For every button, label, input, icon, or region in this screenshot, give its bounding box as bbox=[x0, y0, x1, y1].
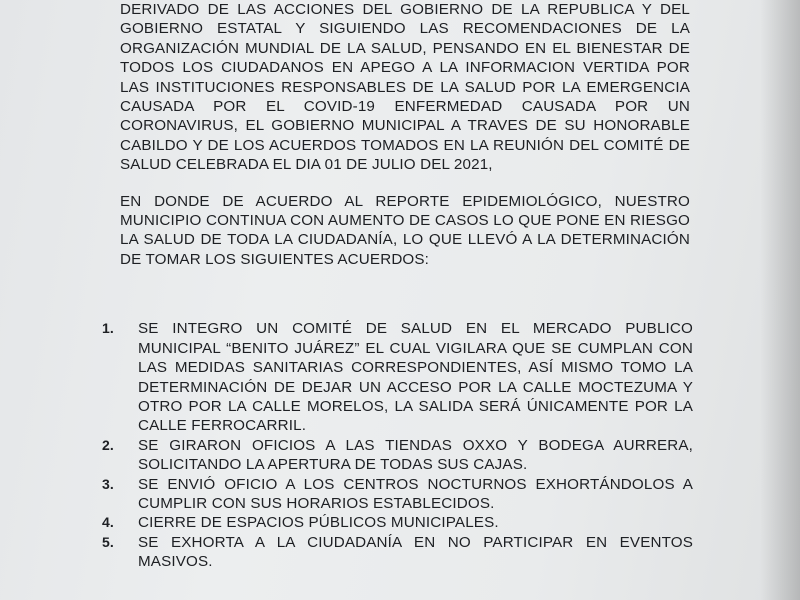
agreements-list bbox=[102, 319, 693, 571]
item-text: SE INTEGRO UN COMITÉ DE SALUD EN EL MERCADO PUBLICO MUNICIPAL “BENITO JUÁREZ” EL CUAL VIGILARA QUE SE CUMPLAN CON LAS MEDIDAS SANITARIAS CORRESPONDIENTES, ASÍ MISMO TOMO LA DETERMINACIÓN DE DEJAR UN ACCESO POR LA CALLE MOCTEZUMA Y OTRO POR LA CALLE MORELOS, LA SALIDA SERÁ ÚNICAMENTE POR LA CALLE FERROCARRIL. bbox=[138, 320, 693, 435]
list-item bbox=[102, 436, 693, 475]
item-number: 1. bbox=[102, 320, 114, 337]
paragraph-report: EN DONDE DE ACUERDO AL REPORTE EPIDEMIOLÓGICO, NUESTRO MUNICIPIO CONTINUA CON AUMENTO DE CASOS LO QUE PONE EN RIESGO LA SALUD DE TODA LA CIUDADANÍA, LO QUE LLEVÓ A LA DETERMINACIÓN DE TOMAR LOS SIGUIENTES ACUERDOS: bbox=[120, 192, 690, 268]
item-text: SE EXHORTA A LA CIUDADANÍA EN NO PARTICIPAR EN EVENTOS MASIVOS. bbox=[138, 533, 693, 571]
list-item bbox=[102, 533, 693, 572]
item-text: CIERRE DE ESPACIOS PÚBLICOS MUNICIPALES. bbox=[138, 514, 499, 532]
item-number: 4. bbox=[102, 514, 114, 531]
item-number: 2. bbox=[102, 436, 114, 453]
document-body bbox=[102, 0, 693, 572]
item-number: 5. bbox=[102, 533, 114, 550]
item-text: SE GIRARON OFICIOS A LAS TIENDAS OXXO Y BODEGA AURRERA, SOLICITANDO LA APERTURA DE TODAS SUS CAJAS. bbox=[138, 436, 693, 474]
item-number: 3. bbox=[102, 475, 114, 492]
paragraph-intro: DERIVADO DE LAS ACCIONES DEL GOBIERNO DE LA REPUBLICA Y DEL GOBIERNO ESTATAL Y SIGUIENDO LAS RECOMENDACIONES DE LA ORGANIZACIÓN MUNDIAL DE LA SALUD, PENSANDO EN EL BIENESTAR DE TODOS LOS CIUDADANOS EN APEGO A LA INFORMACION VERTIDA POR LAS INSTITUCIONES RESPONSABLES DE LA SALUD POR LA EMERGENCIA CAUSADA POR EL COVID-19 ENFERMEDAD CAUSADA POR UN CORONAVIRUS, EL GOBIERNO MUNICIPAL A TRAVES DE SU HONORABLE CABILDO Y DE LOS ACUERDOS TOMADOS EN LA REUNIÓN DEL COMITÉ DE SALUD CELEBRADA EL DIA 01 DE JULIO DEL 2021, bbox=[120, 1, 690, 174]
item-text: SE ENVIÓ OFICIO A LOS CENTROS NOCTURNOS EXHORTÁNDOLOS A CUMPLIR CON SUS HORARIOS ESTABLECIDOS. bbox=[138, 475, 693, 512]
list-item bbox=[102, 319, 693, 435]
list-item bbox=[102, 475, 693, 514]
list-item bbox=[102, 513, 693, 532]
